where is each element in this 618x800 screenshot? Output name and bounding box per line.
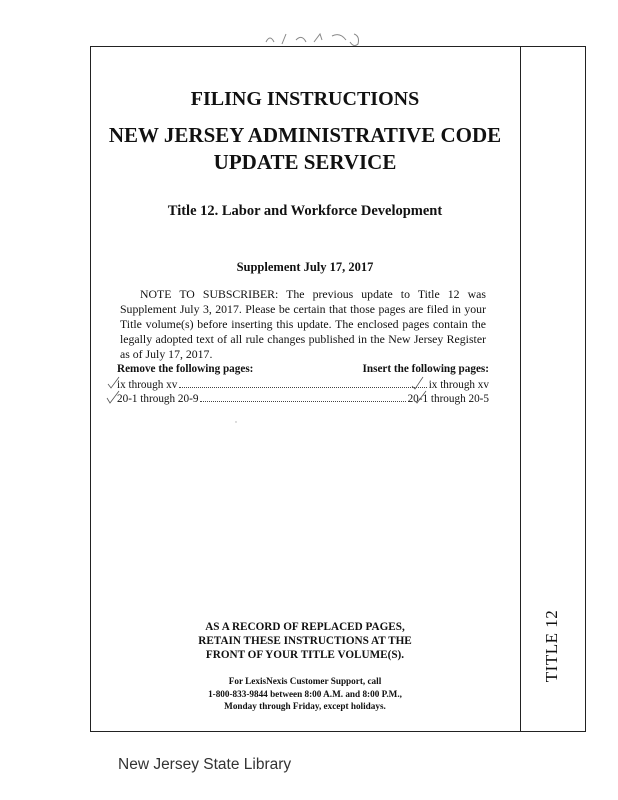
support-line3: Monday through Friday, except holidays. bbox=[224, 701, 386, 711]
code-heading bbox=[90, 122, 520, 176]
handwritten-check-marks bbox=[106, 376, 122, 408]
remove-pages-cell: 20-1 through 20-9 bbox=[117, 393, 199, 405]
table-row bbox=[114, 391, 489, 405]
supplement-date: Supplement July 17, 2017 bbox=[236, 260, 374, 274]
support-line1: For LexisNexis Customer Support, call bbox=[228, 676, 382, 686]
insert-pages-cell: 20-1 through 20-5 bbox=[407, 393, 489, 405]
pages-table bbox=[114, 377, 489, 405]
support-line2: 1-800-833-9844 between 8:00 A.M. and 8:00 P.M., bbox=[208, 688, 402, 699]
record-line3: FRONT OF YOUR TITLE VOLUME(S). bbox=[205, 649, 405, 661]
pages-table-header bbox=[114, 363, 489, 377]
title-heading: Title 12. Labor and Workforce Development bbox=[167, 203, 443, 219]
record-line2: RETAIN THESE INSTRUCTIONS AT THE bbox=[198, 635, 412, 647]
spine-divider bbox=[520, 46, 521, 732]
remove-pages-header: Remove the following pages: bbox=[117, 363, 254, 375]
record-line1: AS A RECORD OF REPLACED PAGES, bbox=[205, 621, 405, 633]
remove-pages-cell: ix through xv bbox=[117, 379, 178, 391]
library-footer: New Jersey State Library bbox=[118, 756, 292, 773]
code-heading-line1: NEW JERSEY ADMINISTRATIVE CODE bbox=[108, 123, 502, 147]
code-heading-line2: UPDATE SERVICE bbox=[213, 150, 397, 174]
record-notice bbox=[90, 620, 520, 662]
dot-leader bbox=[179, 387, 426, 388]
customer-support-info bbox=[90, 675, 520, 713]
handwritten-check-marks-insert bbox=[394, 376, 430, 408]
spine-title-label: TITLE 12 bbox=[542, 609, 561, 683]
stray-mark bbox=[232, 418, 240, 426]
dot-leader bbox=[200, 401, 405, 402]
insert-pages-cell: ix through xv bbox=[428, 379, 489, 391]
note-to-subscriber: NOTE TO SUBSCRIBER: The previous update to Title 12 was Supplement July 3, 2017. Please be certain that those pages are filed in your Title volume(s) before inserting this update. The enclosed pages contain the legally adopted text of all rule changes published in the New Jersey Register as of July 17, 2017. bbox=[120, 287, 486, 361]
filing-instructions-heading: FILING INSTRUCTIONS bbox=[190, 88, 420, 110]
insert-pages-header: Insert the following pages: bbox=[362, 363, 489, 375]
table-row bbox=[114, 377, 489, 391]
handwritten-scribble bbox=[262, 26, 372, 48]
